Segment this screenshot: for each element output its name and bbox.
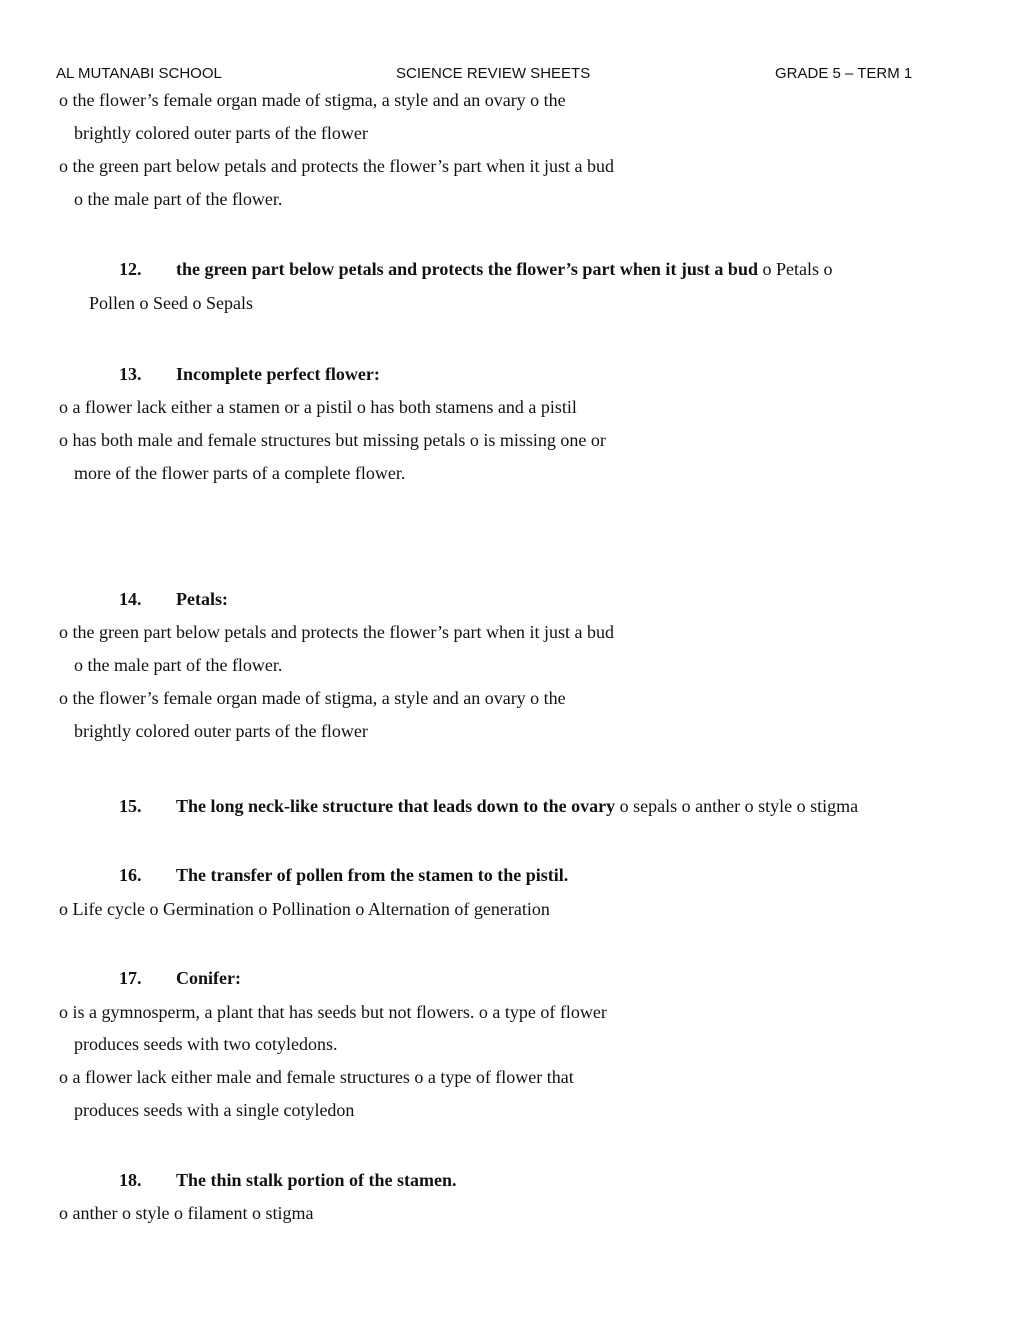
question-options: o has both male and female structures but missing petals o is missing one or <box>59 430 606 450</box>
question-number: 18. <box>119 1170 142 1190</box>
question-options: produces seeds with a single cotyledon <box>74 1100 355 1120</box>
question-options: o the flower’s female organ made of stigma, a style and an ovary o the <box>59 688 566 708</box>
question-options: o a flower lack either male and female structures o a type of flower that <box>59 1067 574 1087</box>
question-options: o anther o style o filament o stigma <box>59 1203 314 1223</box>
question-prompt: The thin stalk portion of the stamen. <box>176 1170 457 1190</box>
question-number: 13. <box>119 364 142 384</box>
question-options: Pollen o Seed o Sepals <box>89 293 253 313</box>
question-options: o sepals o anther o style o stigma <box>615 796 859 816</box>
question-number: 15. <box>119 796 142 816</box>
question-options: o the male part of the flower. <box>74 655 283 675</box>
header-school: AL MUTANABI SCHOOL <box>56 65 222 82</box>
question-15 <box>176 795 858 817</box>
question-options: o Petals o <box>757 259 833 279</box>
header-title: SCIENCE REVIEW SHEETS <box>396 65 591 82</box>
q11-option-line: o the male part of the flower. <box>74 189 283 209</box>
q11-option-line: brightly colored outer parts of the flower <box>74 123 368 143</box>
question-options: o a flower lack either a stamen or a pistil o has both stamens and a pistil <box>59 397 577 417</box>
q11-option-line: o the flower’s female organ made of stigma, a style and an ovary o the <box>59 90 566 110</box>
question-prompt: Petals: <box>176 589 228 609</box>
question-prompt: Conifer: <box>176 968 241 988</box>
question-prompt: The long neck-like structure that leads down to the ovary <box>176 796 616 816</box>
question-number: 14. <box>119 589 142 609</box>
question-prompt: the green part below petals and protects the flower’s part when it just a bud <box>176 259 758 279</box>
question-number: 16. <box>119 865 142 885</box>
question-options: o is a gymnosperm, a plant that has seeds but not flowers. o a type of flower <box>59 1002 607 1022</box>
question-number: 17. <box>119 968 142 988</box>
header-grade: GRADE 5 – TERM 1 <box>775 65 913 82</box>
question-12 <box>176 258 832 280</box>
question-prompt: The transfer of pollen from the stamen to the pistil. <box>176 865 569 885</box>
question-options: more of the flower parts of a complete flower. <box>74 463 406 483</box>
question-options: o the green part below petals and protects the flower’s part when it just a bud <box>59 622 615 642</box>
question-options: brightly colored outer parts of the flower <box>74 721 368 741</box>
q11-option-line: o the green part below petals and protects the flower’s part when it just a bud <box>59 156 615 176</box>
question-prompt: Incomplete perfect flower: <box>176 364 380 384</box>
question-number: 12. <box>119 259 142 279</box>
question-options: produces seeds with two cotyledons. <box>74 1034 338 1054</box>
question-options: o Life cycle o Germination o Pollination o Alternation of generation <box>59 899 550 919</box>
